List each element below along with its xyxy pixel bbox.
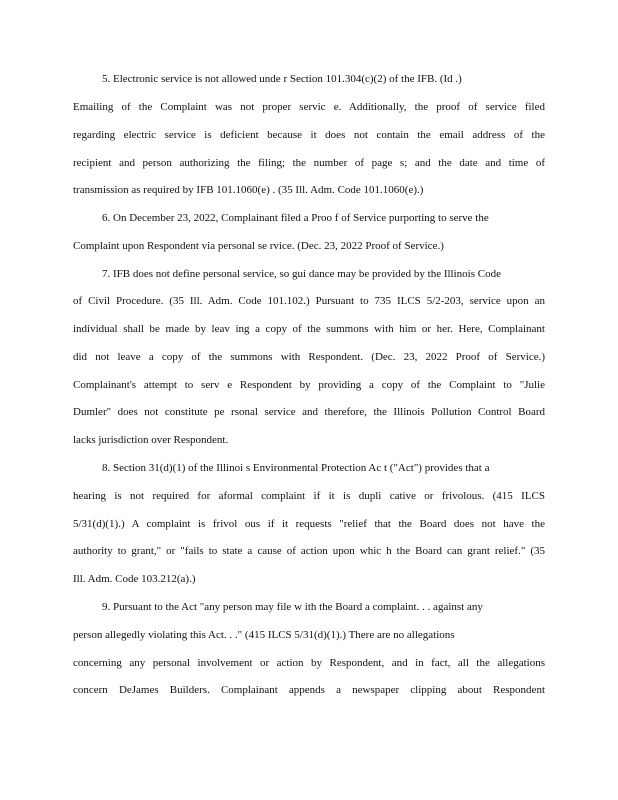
paragraph-8-line-3: 5/31(d)(1).) A complaint is frivol ous if it requests "relief that the Board does not have the <box>73 518 545 530</box>
paragraph-6-line-2: Complaint upon Respondent via personal se rvice. (Dec. 23, 2022 Proof of Service.) <box>73 240 444 252</box>
paragraph-8-line-5: Ill. Adm. Code 103.212(a).) <box>73 573 196 585</box>
paragraph-9-line-2: person allegedly violating this Act. . ." (415 ILCS 5/31(d)(1).) There are no allegations <box>73 629 455 641</box>
paragraph-9-line-4: concern DeJames Builders. Complainant appends a newspaper clipping about Respondent <box>73 684 545 696</box>
paragraph-7-line-5: Complainant's attempt to serv e Respondent by providing a copy of the Complaint to "Julie <box>73 379 545 391</box>
paragraph-7-line-2: of Civil Procedure. (35 Ill. Adm. Code 101.102.) Pursuant to 735 ILCS 5/2-203, service upon an <box>73 295 545 307</box>
paragraph-8-line-2: hearing is not required for aformal complaint if it is dupli cative or frivolous. (415 ILCS <box>73 490 545 502</box>
paragraph-7-line-7: lacks jurisdiction over Respondent. <box>73 434 229 446</box>
paragraph-9-line-3: concerning any personal involvement or action by Respondent, and in fact, all the allegations <box>73 657 545 669</box>
paragraph-5-line-4: recipient and person authorizing the filing; the number of page s; and the date and time of <box>73 157 545 169</box>
paragraph-5-line-1: 5. Electronic service is not allowed unde r Section 101.304(c)(2) of the IFB. (Id .) <box>102 73 462 85</box>
paragraph-7-line-4: did not leave a copy of the summons with Respondent. (Dec. 23, 2022 Proof of Service.) <box>73 351 545 363</box>
paragraph-8-line-4: authority to grant," or "fails to state a cause of action upon whic h the Board can grant relief." (35 <box>73 545 545 557</box>
paragraph-5-line-3: regarding electric service is deficient because it does not contain the email address of the <box>73 129 545 141</box>
paragraph-5-line-5: transmission as required by IFB 101.1060(e) . (35 Ill. Adm. Code 101.1060(e).) <box>73 184 424 196</box>
paragraph-5-line-2: Emailing of the Complaint was not proper servic e. Additionally, the proof of service filed <box>73 101 545 113</box>
paragraph-7-line-3: individual shall be made by leav ing a copy of the summons with him or her. Here, Complainant <box>73 323 545 335</box>
paragraph-7-line-1: 7. IFB does not define personal service, so gui dance may be provided by the Illinois Code <box>102 268 501 280</box>
paragraph-6-line-1: 6. On December 23, 2022, Complainant filed a Proo f of Service purporting to serve the <box>102 212 489 224</box>
paragraph-8-line-1: 8. Section 31(d)(1) of the Illinoi s Environmental Protection Ac t ("Act") provides that a <box>102 462 490 474</box>
paragraph-9-line-1: 9. Pursuant to the Act "any person may file w ith the Board a complaint. . . against any <box>102 601 483 613</box>
paragraph-7-line-6: Dumler" does not constitute pe rsonal service and therefore, the Illinois Pollution Control Board <box>73 406 545 418</box>
